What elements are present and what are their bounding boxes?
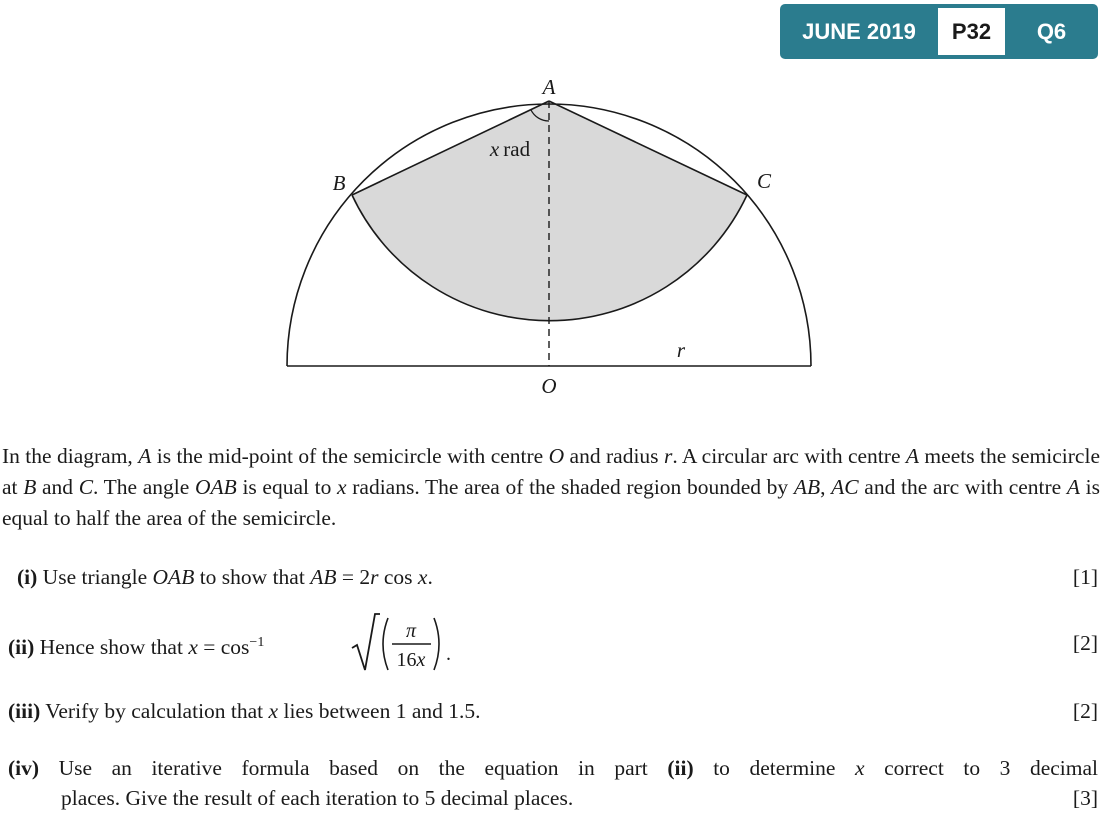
sqrt-formula — [302, 610, 462, 680]
question-stem: In the diagram, A is the mid-point of the semicircle with centre O and radius r. A circular arc with centre A meets the semicircle at B and C. The angle OAB is equal to x radians. The area of the shaded region bounded by AB, AC and the arc with centre A is equal to half the area of the semicircle. — [2, 444, 1100, 530]
formula-period: . — [446, 643, 451, 665]
label-r: r — [676, 338, 686, 362]
question-number-label: Q6 — [1036, 19, 1067, 44]
exam-session-label: JUNE 2019 — [802, 19, 916, 44]
label-angle — [489, 137, 531, 161]
marks-part-iii: [2] — [1072, 699, 1098, 723]
label-angle-unit: rad — [503, 137, 531, 161]
paper-code-label: P32 — [938, 8, 1005, 55]
right-paren — [434, 618, 439, 670]
marks-part-ii: [2] — [1072, 631, 1098, 655]
part-i: (i) Use triangle OAB to show that AB = 2r cos x. — [17, 565, 433, 589]
fraction-denominator: 16x — [396, 649, 426, 671]
part-iii: (iii) Verify by calculation that x lies between 1 and 1.5. — [8, 699, 481, 723]
label-c: C — [756, 169, 772, 193]
label-angle-var: x — [489, 137, 500, 161]
label-o: O — [541, 374, 557, 398]
part-ii: (ii) Hence show that $x = \cos^{-1}$ — [8, 635, 265, 660]
part-iv-line-2: places. Give the result of each iteration to 5 decimal places. — [61, 786, 574, 810]
left-paren — [383, 618, 388, 670]
fraction-numerator: π — [405, 620, 417, 642]
sqrt-sign — [352, 614, 380, 670]
label-a: A — [542, 75, 556, 99]
marks-part-i: [1] — [1072, 565, 1098, 589]
marks-part-iv: [3] — [1072, 786, 1098, 810]
part-iv-line-1: (iv) Use an iterative formula based on the equation in part (ii) to determine x correct to 3 decimal — [8, 756, 1099, 780]
label-b: B — [332, 171, 346, 195]
